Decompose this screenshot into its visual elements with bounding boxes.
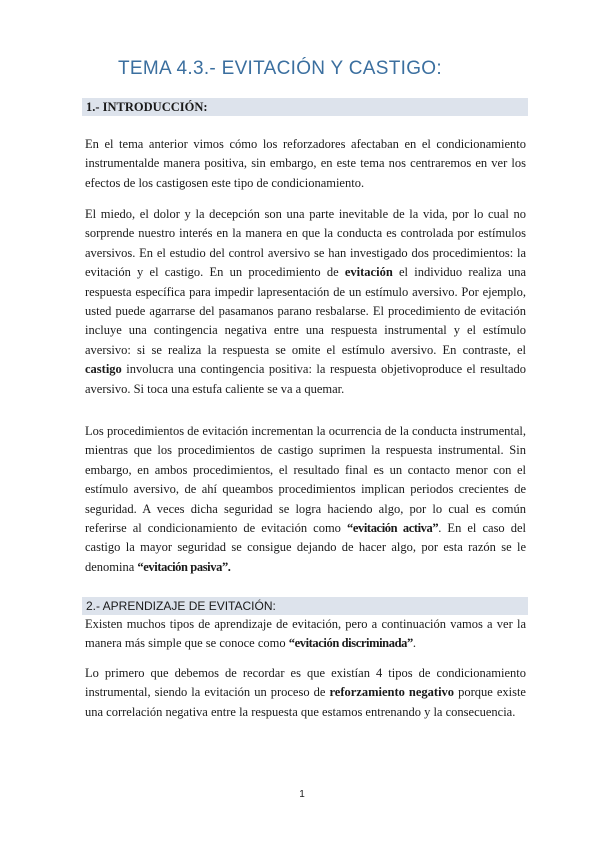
term-evitacion-activa: “evitación activa”	[347, 521, 439, 536]
text-run: Los procedimientos de evitación incrementan la ocurrencia de la conducta instrumental, mientras que los procedimientos de castigo suprimen la respuesta instrumental. Sin embargo, en ambos procedimientos, el resultado final es un contacto menor con el estímulo aversivo, de ahí queambos procedimientos implican periodos crecientes de seguridad. A veces dicha seguridad se logra haciendo algo, por lo cual es común referirse al condicionamiento de evitación como	[85, 424, 526, 536]
paragraph-aprendizaje-2	[85, 664, 526, 722]
paragraph-aprendizaje-1	[85, 615, 526, 654]
text-run: Existen muchos tipos de aprendizaje de evitación, pero a continuación vamos a ver la manera más simple que se conoce como	[85, 617, 526, 651]
paragraph-intro-2	[85, 205, 526, 399]
section-heading-aprendizaje: 2.- APRENDIZAJE DE EVITACIÓN:	[82, 597, 528, 615]
text-run: . En el caso del castigo la mayor seguridad se consigue dejando de hacer algo, por esta razón se le denomina	[85, 521, 527, 574]
page-number: 1	[299, 789, 305, 800]
term-evitacion-pasiva: “evitación pasiva”.	[137, 559, 231, 574]
text-run: Lo primero que debemos de recordar es que existían 4 tipos de condicionamiento instrumental, siendo la evitación un proceso de	[85, 666, 526, 700]
page-title: TEMA 4.3.- EVITACIÓN Y CASTIGO:	[118, 58, 442, 79]
text-run: el individuo realiza una respuesta específica para impedir lapresentación de un estímulo aversivo. Por ejemplo, usted puede agarrarse del pasamanos parano resbalarse. El procedimiento de evitación incluye una contingencia negativa entre una respuesta instrumental y el estímulo aversivo: si se realiza la respuesta se omite el estímulo aversivo. En contraste, el	[85, 265, 526, 357]
text-run: .	[412, 636, 416, 651]
term-castigo: castigo	[85, 362, 122, 377]
text-run: porque existe una correlación negativa entre la respuesta que estamos entrenando y la consecuencia.	[85, 685, 526, 719]
term-reforzamiento-negativo: reforzamiento negativo	[329, 685, 455, 700]
term-evitacion-discriminada: “evitación discriminada”	[288, 636, 413, 651]
text-run: involucra una contingencia positiva: la respuesta objetivoproduce el resultado aversivo. Si toca una estufa caliente se va a quemar.	[85, 362, 526, 396]
term-evitacion: evitación	[344, 265, 393, 280]
paragraph-intro-3	[85, 422, 526, 577]
text-run: El miedo, el dolor y la decepción son una parte inevitable de la vida, por lo cual no sorprende nuestro interés en la manera en que la conducta es controlada por estímulos aversivos. En el estudio del control aversivo se han investigado dos procedimientos: la evitación y el castigo. En un procedimiento de	[85, 207, 526, 280]
paragraph-intro-1: En el tema anterior vimos cómo los reforzadores afectaban en el condicionamiento instrumentalde manera positiva, sin embargo, en este tema nos centraremos en ver los efectos de los castigosen este tipo de condicionamiento.	[85, 137, 526, 190]
section-heading-introduccion: 1.- INTRODUCCIÓN:	[82, 98, 528, 116]
